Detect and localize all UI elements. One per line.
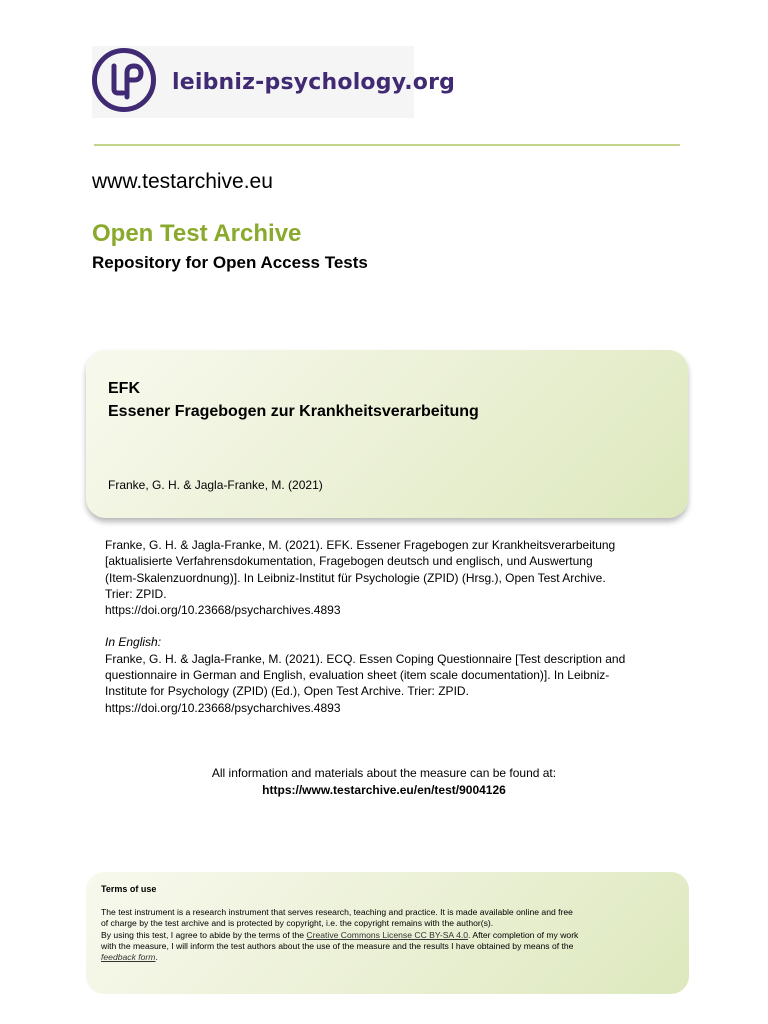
citation-line: [aktualisierte Verfahrensdokumentation, Fragebogen deutsch und englisch, und Auswertung [105, 554, 593, 569]
citation-block [105, 537, 665, 716]
test-abbreviation: EFK [108, 380, 140, 397]
test-title: Essener Fragebogen zur Krankheitsverarbeitung [108, 403, 479, 420]
citation-line: questionnaire in German and English, evaluation sheet (item scale documentation)]. In Leibniz- [105, 668, 610, 683]
citation-doi-link[interactable]: https://doi.org/10.23668/psycharchives.4893 [105, 603, 341, 618]
logo-wordmark: leibniz-psychology.org [172, 70, 456, 95]
archive-title: Open Test Archive [92, 220, 302, 247]
terms-line: The test instrument is a research instrument that serves research, teaching and practice. It is made available online and free [101, 907, 573, 917]
citation-doi-link[interactable]: https://doi.org/10.23668/psycharchives.4893 [105, 700, 341, 715]
terms-of-use-box [86, 872, 689, 994]
terms-line: feedback form. [101, 952, 158, 963]
lp-monogram-icon [92, 48, 156, 112]
logo [92, 46, 456, 118]
english-label: In English: [105, 635, 162, 650]
archive-subtitle: Repository for Open Access Tests [92, 253, 368, 272]
info-text: All information and materials about the measure can be found at: [211, 766, 557, 780]
citation-line: Franke, G. H. & Jagla-Franke, M. (2021). ECQ. Essen Coping Questionnaire [Test description and [105, 651, 626, 666]
terms-line: with the measure, I will inform the test authors about the use of the measure and the results I have obtained by means of the [101, 940, 574, 951]
test-authors: Franke, G. H. & Jagla-Franke, M. (2021) [108, 478, 323, 492]
license-link[interactable]: Creative Commons License CC BY-SA 4.0 [306, 929, 469, 940]
citation-line: Institute for Psychology (ZPID) (Ed.), Open Test Archive. Trier: ZPID. [105, 684, 469, 699]
citation-line: Franke, G. H. & Jagla-Franke, M. (2021). EFK. Essener Fragebogen zur Krankheitsverarbeitung [105, 538, 616, 552]
test-title-card [86, 350, 688, 518]
feedback-form-link[interactable]: feedback form [101, 952, 156, 963]
test-url-link[interactable]: https://www.testarchive.eu/en/test/9004126 [262, 783, 506, 797]
terms-body [101, 907, 679, 963]
terms-line: of charge by the test archive and is protected by copyright, i.e. the copyright remains with the author(s). [101, 918, 494, 929]
terms-heading: Terms of use [101, 884, 157, 894]
header-divider [94, 144, 680, 146]
terms-line: By using this test, I agree to abide by the terms of the Creative Commons License CC BY-SA 4.0. After completion of my work [101, 929, 579, 940]
site-url[interactable]: www.testarchive.eu [92, 170, 273, 193]
citation-line: (Item-Skalenzuordnung)]. In Leibniz-Institut für Psychologie (ZPID) (Hrsg.), Open Test Archive. [105, 570, 606, 585]
citation-line: Trier: ZPID. [105, 586, 167, 601]
